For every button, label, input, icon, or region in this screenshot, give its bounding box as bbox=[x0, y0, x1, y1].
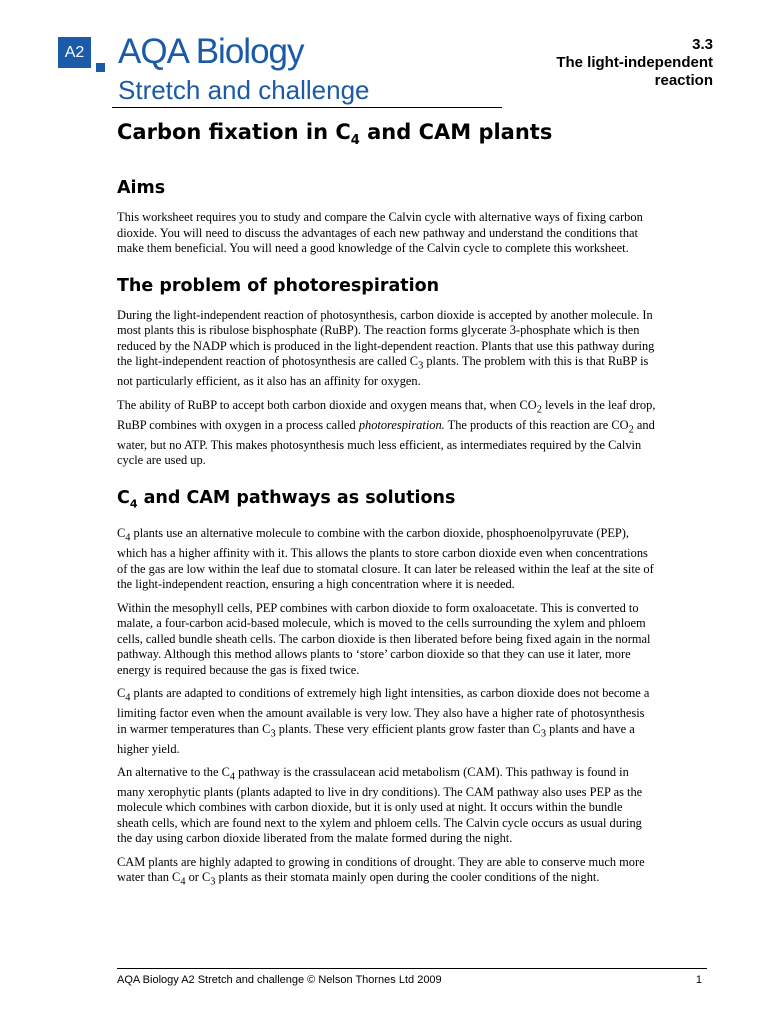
solutions-paragraph-5: CAM plants are highly adapted to growing in conditions of drought. They are able to conserve much more water than $C_4$ or $C_3$ plants as their stomata mainly open during the cooler conditions of the night. bbox=[117, 854, 645, 888]
section-reference bbox=[513, 36, 713, 90]
logo-square-icon bbox=[96, 63, 105, 72]
solutions-heading: $C_4$ and CAM pathways as solutions bbox=[117, 487, 456, 511]
brand-subtitle: Stretch and challenge bbox=[118, 75, 370, 105]
footer-rule bbox=[117, 968, 707, 969]
level-badge: A2 bbox=[58, 37, 91, 68]
section-number: 3.3 bbox=[692, 36, 713, 53]
solutions-paragraph-1: $C_4$ plants use an alternative molecule to combine with the carbon dioxide, phosphoenolpyruvate (PEP), which has a higher affinity with it. This allows the plants to store carbon dioxide even when concentrations of the gas are low within the leaf due to stomatal closure. It can later be released within the leaf at the site of the light-independent reaction, ensuring a high concentration where it is needed. bbox=[117, 526, 654, 592]
brand-title: AQA Biology bbox=[118, 32, 304, 71]
photorespiration-paragraph-2: The ability of RuBP to accept both carbon dioxide and oxygen means that, when $CO_2$ levels in the leaf drop, RuBP combines with oxygen in a process called photorespiration. The products of this reaction are $CO_2$ and water, but no ATP. This makes photosynthesis much less efficient, as intermediates required by the Calvin cycle are used up. bbox=[117, 397, 656, 468]
header-rule bbox=[112, 107, 502, 108]
solutions-paragraph-4: An alternative to the $C_4$ pathway is the crassulacean acid metabolism (CAM). This pathway is found in many xerophytic plants (plants adapted to live in dry conditions). The CAM pathway also uses PEP as the molecule which combines with carbon dioxide, but it is only used at night. It occurs within the bundle sheath cells, which are found next to the xylem and phloem cells. The Calvin cycle occurs as usual during the day using carbon dioxide liberated from the malate formed during the night. bbox=[117, 765, 643, 846]
aims-heading: Aims bbox=[117, 178, 166, 199]
worksheet-body bbox=[117, 118, 657, 898]
page-number: 1 bbox=[695, 974, 702, 986]
page-title: Carbon fixation in $C_4$ and CAM plants bbox=[117, 120, 553, 149]
solutions-paragraph-3: $C_4$ plants are adapted to conditions of extremely high light intensities, as carbon dioxide does not become a limiting factor even when the amount available is very low. They also have a higher rate of photosynthesis in warmer temperatures than $C_3$ plants. These very efficient plants grow faster than $C_3$ plants and have a higher yield. bbox=[117, 686, 650, 756]
aims-paragraph: This worksheet requires you to study and compare the Calvin cycle with alternative ways of fixing carbon dioxide. You will need to discuss the advantages of each new pathway and understand the conditions that make them beneficial. You will need a good knowledge of the Calvin cycle to complete this worksheet. bbox=[117, 210, 643, 256]
section-title: The light-independent reaction bbox=[556, 54, 713, 89]
photorespiration-heading: The problem of photorespiration bbox=[117, 275, 440, 296]
footer-copyright: AQA Biology A2 Stretch and challenge © Nelson Thornes Ltd 2009 bbox=[117, 974, 442, 986]
solutions-paragraph-2: Within the mesophyll cells, PEP combines with carbon dioxide to form oxaloacetate. This is converted to malate, a four-carbon acid-based molecule, which is moved to the cells surrounding the xylem and phloem cells, called bundle sheath cells. The carbon dioxide is then liberated before being fixed again in the normal pathway. Although this method allows plants to ‘store’ carbon dioxide so that they can use it later, more energy is required because the gas is fixed twice. bbox=[117, 600, 651, 677]
photorespiration-paragraph-1: During the light-independent reaction of photosynthesis, carbon dioxide is accepted by another molecule. In most plants this is ribulose bisphosphate (RuBP). The reaction forms glycerate 3-phosphate which is then reduced by the NADP which is produced in the light-dependent reaction. Plants that use this pathway during the light-independent reaction of photosynthesis are called $C_3$ plants. The problem with this is that RuBP is not particularly efficient, as it also has an affinity for oxygen. bbox=[117, 307, 655, 389]
